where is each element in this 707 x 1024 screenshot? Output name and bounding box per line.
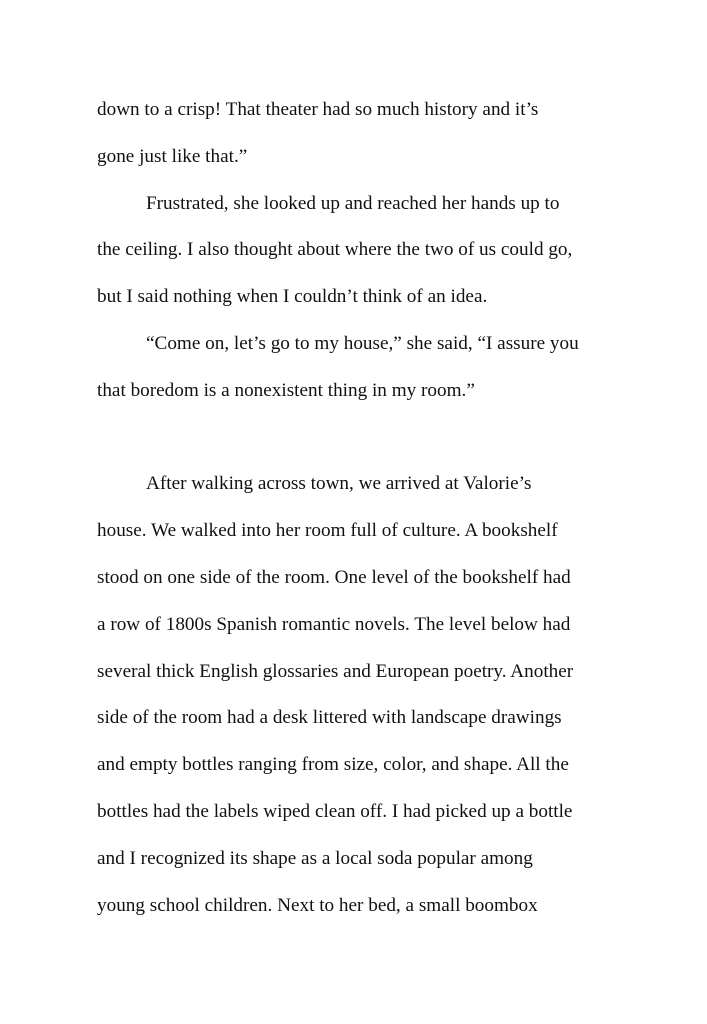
text-line: the ceiling. I also thought about where the two of us could go,: [97, 239, 573, 261]
text-line: stood on one side of the room. One level of the bookshelf had: [97, 567, 571, 588]
text-line: side of the room had a desk littered with landscape drawings: [97, 707, 562, 729]
text-line: “Come on, let’s go to my house,” she said, “I assure you: [146, 333, 579, 354]
text-line: bottles had the labels wiped clean off. I had picked up a bottle: [97, 801, 573, 822]
text-line: down to a crisp! That theater had so much history and it’s: [97, 99, 539, 120]
text-line: but I said nothing when I couldn’t think of an idea.: [97, 286, 488, 308]
text-line: Frustrated, she looked up and reached her hands up to: [146, 192, 560, 214]
text-line: and I recognized its shape as a local soda popular among: [97, 847, 533, 869]
text-line: several thick English glossaries and European poetry. Another: [97, 660, 574, 682]
text-line: gone just like that.”: [97, 145, 248, 167]
text-line: a row of 1800s Spanish romantic novels. The level below had: [97, 613, 571, 635]
text-line: that boredom is a nonexistent thing in my room.”: [97, 379, 475, 401]
text-line: young school children. Next to her bed, a small boombox: [97, 894, 538, 916]
text-line: and empty bottles ranging from size, color, and shape. All the: [97, 754, 569, 776]
text-line: After walking across town, we arrived at Valorie’s: [146, 473, 532, 495]
text-line: house. We walked into her room full of culture. A bookshelf: [97, 520, 558, 542]
